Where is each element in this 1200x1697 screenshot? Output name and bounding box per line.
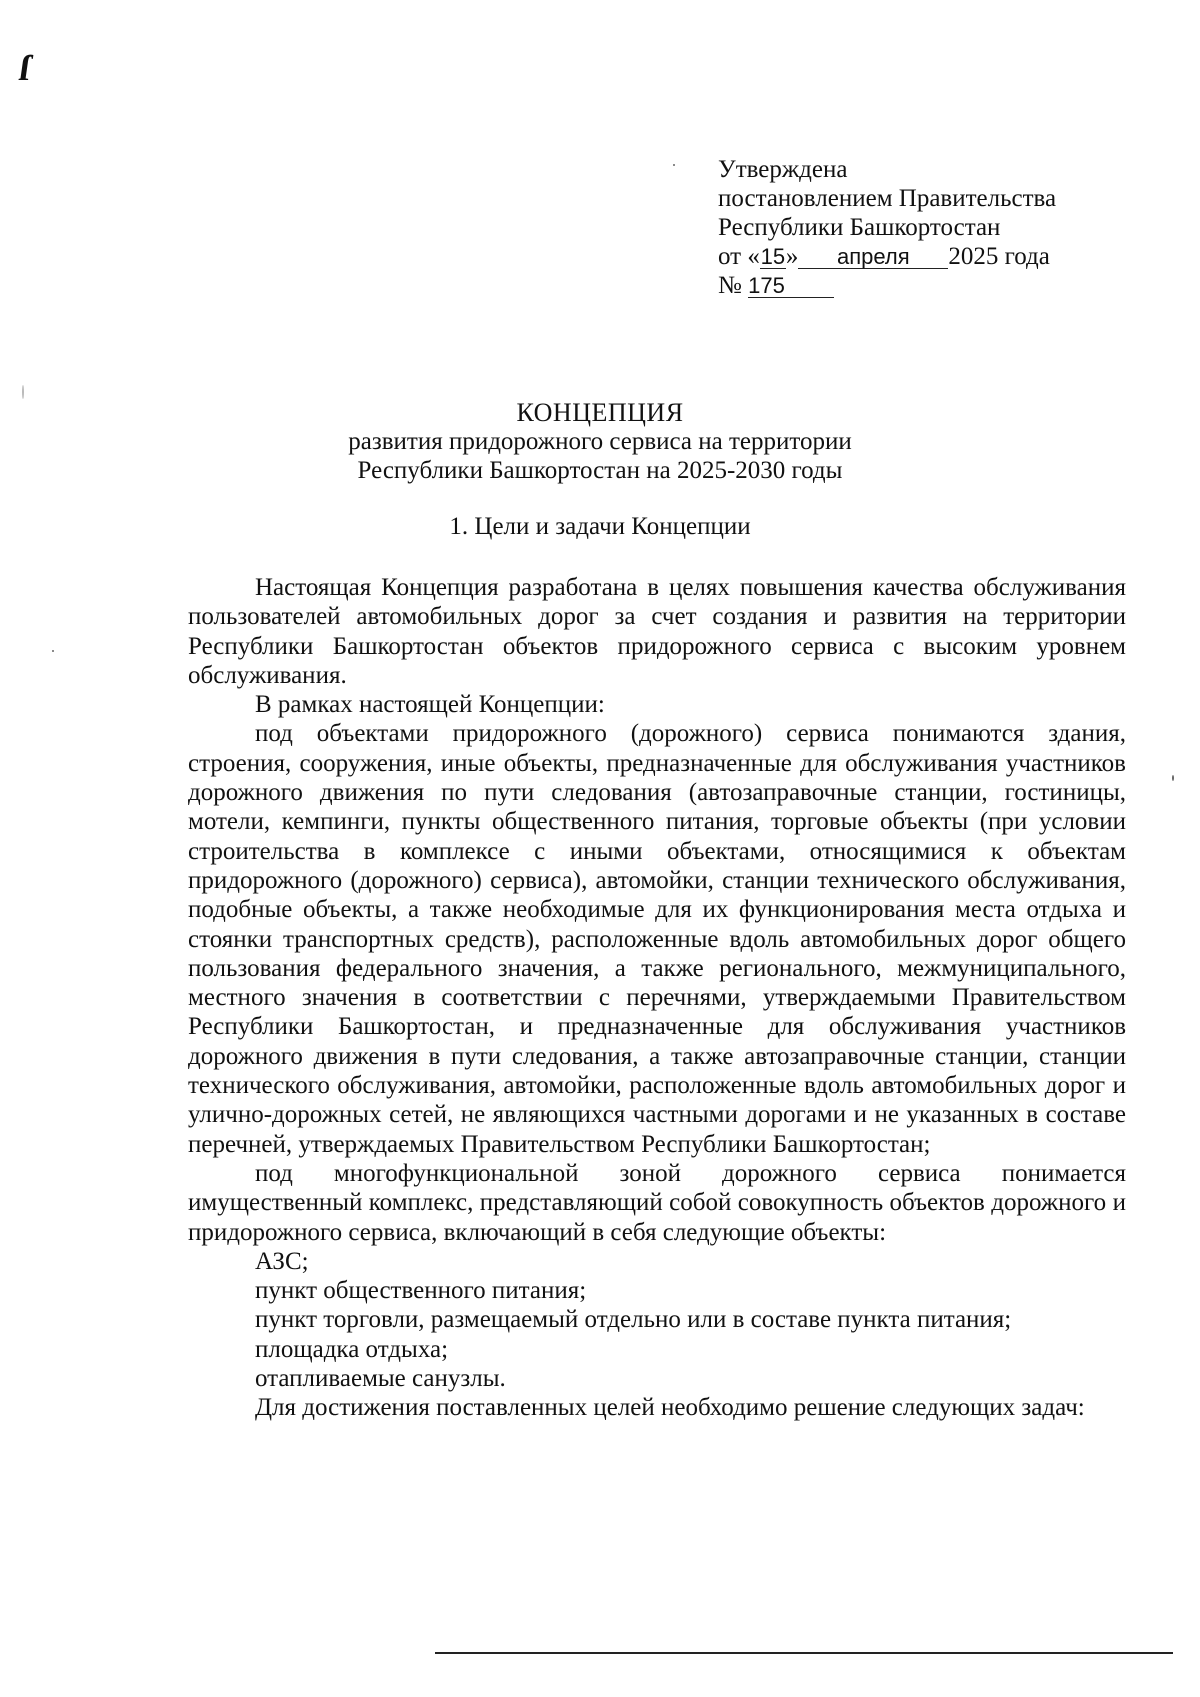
scan-speck: [673, 164, 675, 166]
list-item-gas-station: АЗС;: [255, 1247, 309, 1275]
paragraph-tasks-intro: Для достижения поставленных целей необходимо решение следующих задач:: [255, 1394, 1085, 1422]
paragraph-purpose: Настоящая Концепция разработана в целях повышения качества обслуживания пользователей автомобильных дорог за счет создания и развития на территории Республики Башкортостан объектов придорожного сервиса с высоким уровнем обслуживания.: [188, 574, 1126, 689]
approval-date-day: 15: [760, 244, 786, 269]
approval-line-approved: Утверждена: [718, 156, 848, 183]
document-subtitle-line-1: развития придорожного сервиса на территории: [348, 428, 852, 455]
document-body: [188, 573, 1126, 1423]
approval-number-value: 175: [748, 275, 834, 298]
approval-line-republic: Республики Башкортостан: [718, 214, 1001, 241]
approval-number: [718, 271, 1056, 300]
corner-mark: ſ: [17, 48, 33, 88]
approval-date-close: »: [785, 243, 799, 270]
list-item-heated-restrooms: отапливаемые санузлы.: [255, 1365, 506, 1393]
approval-date: [718, 242, 1056, 271]
list-item-catering: пункт общественного питания;: [255, 1277, 587, 1305]
scan-speck: [52, 650, 54, 652]
paragraph-roadside-objects-definition: под объектами придорожного (дорожного) сервиса понимаются здания, строения, сооружения, иные объекты, предназначенные для обслуживания участников дорожного движения по пути следования (автозаправочные станции, гостиницы, мотели, кемпинги, пункты общественного питания, торговые объекты (при условии строительства в комплексе с иными объектами, относящимися к объектам придорожного (дорожного) сервиса), автомойки, станции технического обслуживания, подобные объекты, а также необходимые для их функционирования места отдыха и стоянки транспортных средств), расположенные вдоль автомобильных дорог общего пользования федерального значения, а также регионального, межмуниципального, местного значения в соответствии с перечнями, утверждаемыми Правительством Республики Башкортостан, и предназначенные для обслуживания участников дорожного движения в пути следования, а также автозаправочные станции, станции технического обслуживания, автомойки, расположенные вдоль автомобильных дорог и улично-дорожных сетей, не являющихся частными дорогами и не указанных в составе перечней, утверждаемых Правительством Республики Башкортостан;: [188, 720, 1126, 1158]
document-title: КОНЦЕПЦИЯ: [516, 398, 684, 427]
approval-line-resolution: постановлением Правительства: [718, 185, 1057, 212]
paragraph-multifunctional-zone-definition: под многофункциональной зоной дорожного сервиса понимается имущественный комплекс, представляющий собой совокупность объектов дорожного и придорожного сервиса, включающий в себя следующие объекты:: [188, 1159, 1126, 1246]
scan-speck: [1172, 775, 1174, 781]
approval-date-month: апреля: [798, 246, 948, 269]
approval-number-prefix: №: [718, 272, 742, 299]
approval-date-year: 2025 года: [948, 243, 1050, 270]
scan-speck: [22, 385, 24, 399]
bottom-rule: [435, 1652, 1173, 1654]
list-item-rest-area: площадка отдыха;: [255, 1335, 449, 1363]
document-subtitle-line-2: Республики Башкортостан на 2025-2030 годы: [357, 457, 843, 484]
list-item-trade-point: пункт торговли, размещаемый отдельно или в составе пункта питания;: [255, 1306, 1012, 1334]
section-heading: 1. Цели и задачи Концепции: [449, 513, 751, 540]
approval-stamp: [718, 155, 1056, 300]
paragraph-scope: В рамках настоящей Концепции:: [255, 691, 605, 719]
approval-date-prefix: от «: [718, 243, 760, 270]
document-subtitle: [0, 427, 1200, 485]
